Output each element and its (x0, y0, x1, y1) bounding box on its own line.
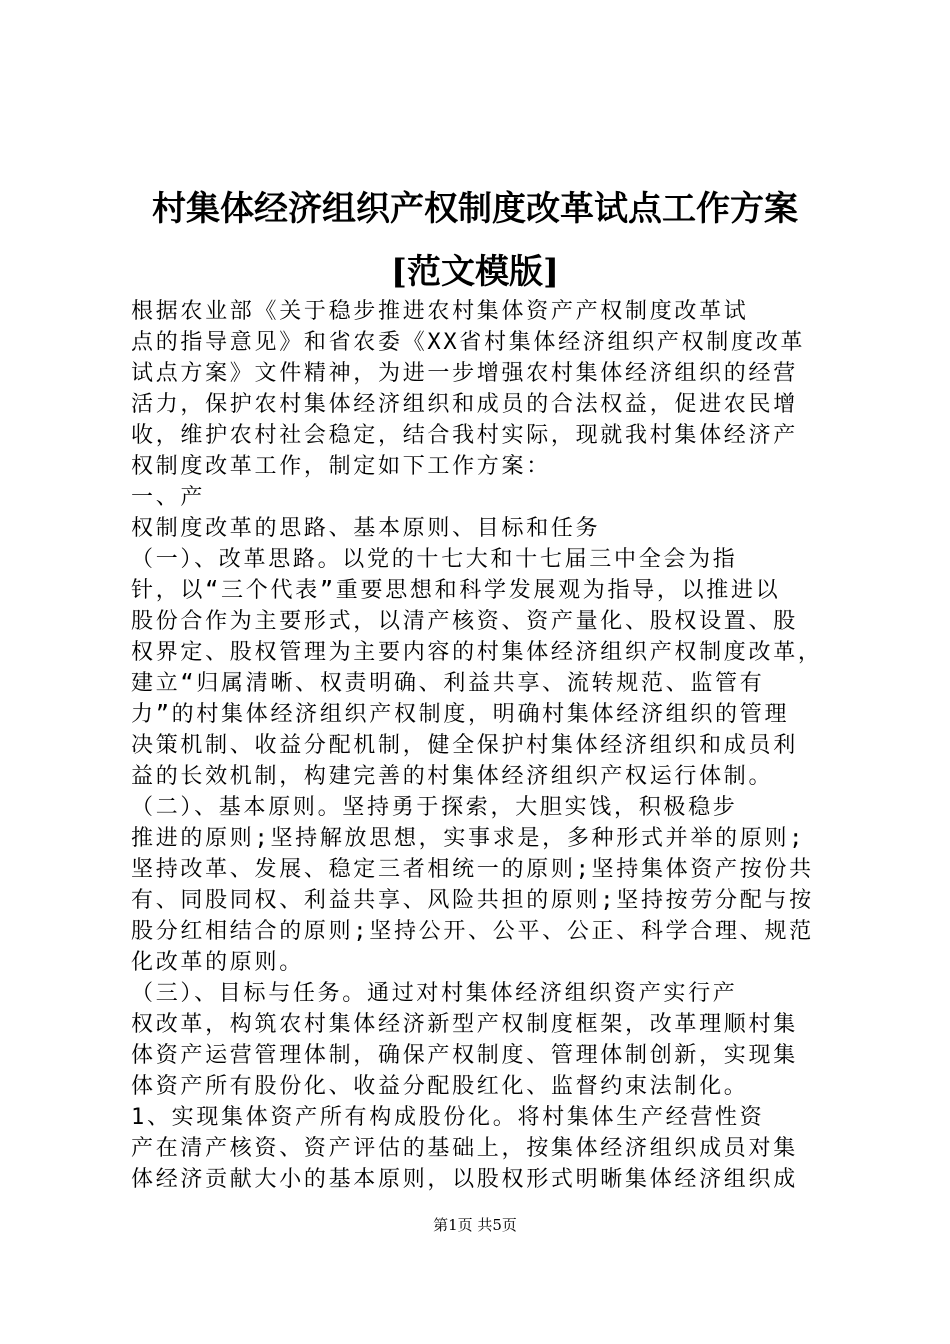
body-line: 化改革的原则。 (131, 950, 304, 975)
document-title: 村集体经济组织产权制度改革试点工作方案 (152, 189, 798, 229)
body-line: 针，以“三个代表”重要思想和科学发展观为指导，以推进以 (131, 578, 781, 603)
body-line: 益的长效机制，构建完善的村集体经济组织产权运行体制。 (131, 764, 774, 789)
document-subtitle: [范文模版] (390, 252, 560, 292)
body-line: 股份合作为主要形式，以清产核资、资产量化、股权设置、股 (131, 609, 798, 634)
body-line: 活力，保护农村集体经济组织和成员的合法权益，促进农民增 (131, 392, 798, 417)
body-line: 力”的村集体经济组织产权制度，明确村集体经济组织的管理 (131, 702, 790, 727)
body-line: 权制度改革工作，制定如下工作方案： (131, 454, 551, 479)
body-line: （一）、改革思路。以党的十七大和十七届三中全会为指 (131, 547, 738, 572)
body-line: 体资产运营管理体制，确保产权制度、管理体制创新，实现集 (131, 1043, 798, 1068)
body-line: 试点方案》文件精神，为进一步增强农村集体经济组织的经营 (131, 361, 798, 386)
section-heading: 权制度改革的思路、基本原则、目标和任务 (131, 516, 601, 541)
body-line: 权改革，构筑农村集体经济新型产权制度框架，改革理顺村集 (131, 1012, 798, 1037)
page-number-footer: 第1页 共5页 (433, 1216, 517, 1234)
body-line: 点的指导意见》和省农委《XX省村集体经济组织产权制度改革 (131, 330, 806, 355)
body-line: 建立“归属清晰、权责明确、利益共享、流转规范、监管有 (131, 671, 765, 696)
body-line: 收，维护农村社会稳定，结合我村实际，现就我村集体经济产 (131, 423, 798, 448)
body-line: 股分红相结合的原则;坚持公开、公平、公正、科学合理、规范 (131, 919, 814, 944)
body-line: 1、实现集体资产所有构成股份化。将村集体生产经营性资 (131, 1105, 765, 1130)
body-line: 决策机制、收益分配机制，健全保护村集体经济组织和成员利 (131, 733, 798, 758)
body-line: 权界定、股权管理为主要内容的村集体经济组织产权制度改革， (131, 640, 823, 665)
body-line: （二）、基本原则。坚持勇于探索，大胆实饯，积极稳步 (131, 795, 738, 820)
body-line: （三）、目标与任务。通过对村集体经济组织资产实行产 (131, 981, 738, 1006)
body-line: 坚持改革、发展、稳定三者相统一的原则;坚持集体资产按份共 (131, 857, 814, 882)
body-line: 产在清产核资、资产评估的基础上，按集体经济组织成员对集 (131, 1136, 798, 1161)
body-line: 体资产所有股份化、收益分配股红化、监督约束法制化。 (131, 1074, 749, 1099)
body-line: 有、同股同权、利益共享、风险共担的原则;坚持按劳分配与按 (131, 888, 814, 913)
body-line: 根据农业部《关于稳步推进农村集体资产产权制度改革试 (131, 299, 749, 324)
document-body (131, 296, 841, 1195)
body-line: 推进的原则;坚持解放思想，实事求是，多种形式并举的原则; (131, 826, 806, 851)
section-heading: 一、产 (131, 485, 206, 510)
body-line: 体经济贡献大小的基本原则，以股权形式明晰集体经济组织成 (131, 1167, 798, 1192)
